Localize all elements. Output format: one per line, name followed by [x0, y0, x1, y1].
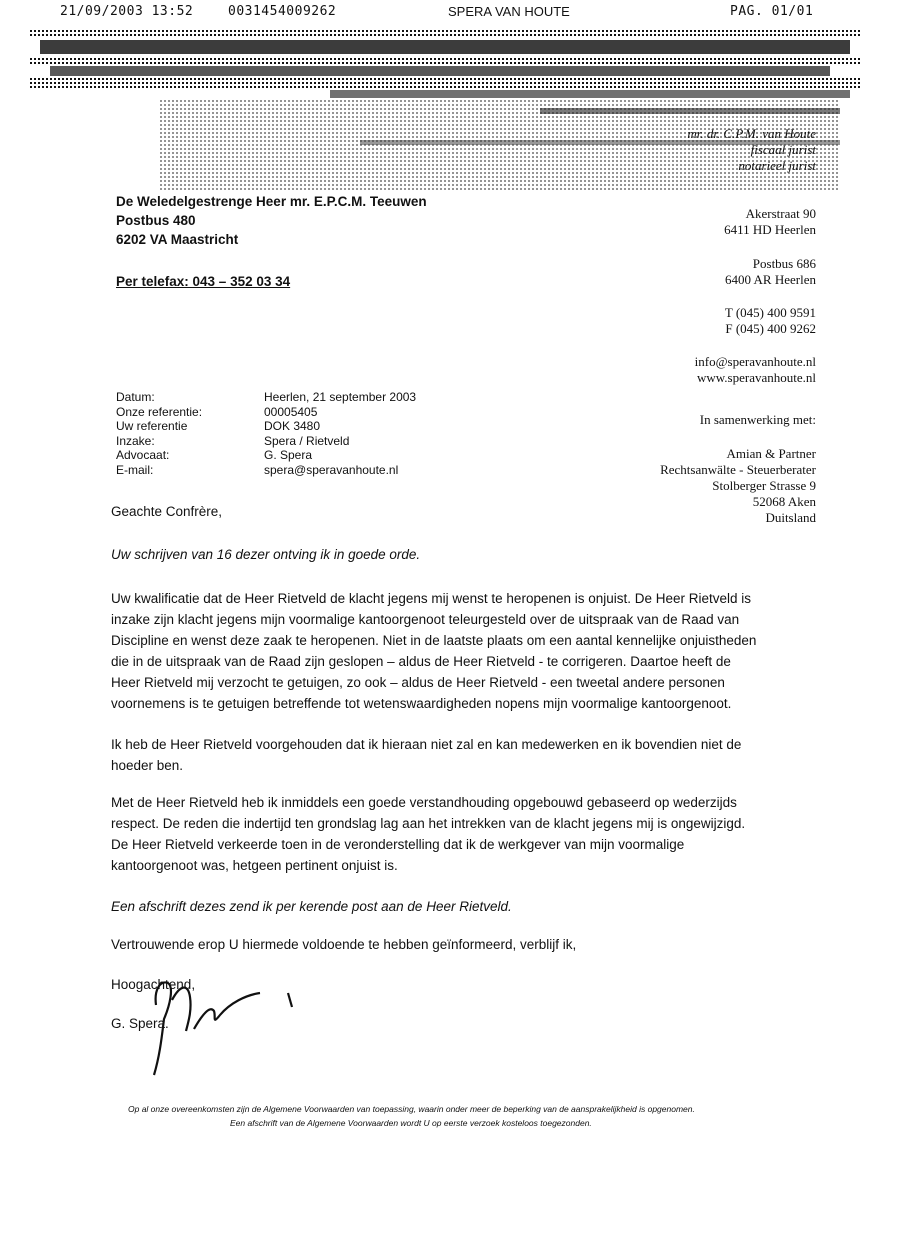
addressee-postbus: Postbus 480 — [116, 213, 196, 228]
fax-datetime: 21/09/2003 13:52 — [60, 4, 194, 19]
paragraph-line: De Heer Rietveld verkeerde toen in de veronderstelling dat ik de werkgever van mijn voormalige — [111, 837, 685, 852]
meta-row — [116, 405, 416, 420]
meta-row — [116, 463, 416, 478]
partner-firm-street: Stolberger Strasse 9 — [712, 478, 816, 493]
cooperation-label: In samenwerking met: — [699, 412, 816, 427]
partner-firm-city: 52068 Aken — [752, 494, 816, 509]
paragraph-line: Heer Rietveld mij verzocht te getuigen, zo ook – aldus de Heer Rietveld - een tweetal andere personen — [111, 675, 725, 690]
paragraph-3 — [111, 734, 801, 776]
fax-number: 0031454009262 — [228, 4, 337, 19]
meta-label: Onze referentie: — [116, 404, 203, 419]
firm-website: www.speravanhoute.nl — [696, 370, 816, 385]
fax-sender: SPERA VAN HOUTE — [448, 4, 570, 19]
meta-row — [116, 419, 416, 434]
firm-email: info@speravanhoute.nl — [694, 354, 816, 369]
meta-label: Datum: — [116, 390, 155, 404]
meta-value: G. Spera — [264, 448, 313, 462]
addressee-name: De Weledelgestrenge Heer mr. E.P.C.M. Teeuwen — [116, 194, 427, 209]
meta-label: Advocaat: — [116, 448, 170, 462]
firm-street: Akerstraat 90 — [745, 206, 816, 221]
meta-row — [116, 448, 416, 463]
firm-cooperation — [700, 412, 816, 428]
firm-phone: T (045) 400 9591 — [724, 305, 816, 320]
fax-number-line: Per telefax: 043 – 352 03 34 — [116, 274, 291, 289]
partner-firm-country: Duitsland — [765, 510, 816, 525]
letter-meta — [116, 390, 416, 477]
meta-value: 00005405 — [264, 404, 318, 419]
firm-postbus — [725, 256, 816, 288]
meta-label: E-mail: — [116, 462, 154, 477]
meta-value: DOK 3480 — [264, 419, 321, 433]
closing: Hoogachtend, — [111, 977, 196, 992]
paragraph-line: Discipline en wenst deze zaak te heropenen. Niet in de laatste plaats om een aantal kennelijke onjuistheden — [111, 633, 757, 648]
footer-terms-copy: Een afschrift van de Algemene Voorwaarden wordt U op eerste verzoek kosteloos toegezonden. — [230, 1118, 592, 1128]
fax-page: PAG. 01/01 — [730, 4, 814, 19]
paragraph-2 — [111, 588, 801, 714]
meta-value: Spera / Rietveld — [264, 433, 350, 448]
salutation: Geachte Confrère, — [111, 504, 223, 519]
paragraph-line: kantoorgenoot was, hetgeen pertinent onjuist is. — [111, 858, 398, 873]
paragraph-line: Met de Heer Rietveld heb ik inmiddels een goede verstandhouding opgebouwd gebaseerd op wederzijds — [111, 795, 737, 810]
meta-label: Inzake: — [116, 433, 155, 448]
firm-postbus-city: 6400 AR Heerlen — [725, 272, 816, 287]
partner-firm-type: Rechtsanwälte - Steuerberater — [660, 462, 816, 477]
paragraph-line: inzake zijn klacht jegens mijn voormalige kantoorgenoot teleurgesteld over de uitspraak van de Raad van — [111, 612, 740, 627]
firm-partners — [687, 126, 816, 174]
addressee-block — [116, 192, 427, 249]
addressee-city: 6202 VA Maastricht — [116, 232, 239, 247]
meta-value: spera@speravanhoute.nl — [264, 462, 399, 477]
meta-label: Uw referentie — [116, 419, 188, 433]
paragraph-line: die in de uitspraak van de Raad zijn geslopen – aldus de Heer Rietveld - te corrigeren. Daartoe heeft de — [111, 654, 731, 669]
scan-noise-pattern — [30, 22, 860, 102]
paragraph-line: respect. De reden die indertijd ten grondslag lag aan het intrekken van de klacht jegens mij is ongewijzigd. — [111, 816, 746, 831]
meta-value: Heerlen, 21 september 2003 — [264, 390, 417, 404]
firm-partner-title-2: notarieel jurist — [738, 158, 816, 173]
paragraph-1: Uw schrijven van 16 dezer ontving ik in goede orde. — [111, 547, 421, 562]
footer-terms: Op al onze overeenkomsten zijn de Algemene Voorwaarden van toepassing, waarin onder meer de beperking van de aansprakelijkheid is opgenomen. — [128, 1104, 695, 1114]
meta-row — [116, 434, 416, 449]
firm-fax: F (045) 400 9262 — [725, 321, 816, 336]
meta-row — [116, 390, 416, 405]
firm-partner-name: mr. dr. C.P.M. van Houte — [687, 126, 816, 141]
scan-noise-band — [30, 22, 860, 102]
firm-online — [695, 354, 816, 386]
firm-contact — [725, 305, 816, 337]
paragraph-4 — [111, 792, 801, 876]
firm-partner-title-1: fiscaal jurist — [750, 142, 816, 157]
signer-name: G. Spera. — [111, 1016, 169, 1031]
partner-firm-name: Amian & Partner — [726, 446, 816, 461]
firm-postbus-number: Postbus 686 — [752, 256, 816, 271]
paragraph-line: Ik heb de Heer Rietveld voorgehouden dat ik hieraan niet zal en kan medewerken en ik bovendien niet de — [111, 737, 742, 752]
firm-address — [724, 206, 816, 238]
paragraph-line: hoeder ben. — [111, 758, 184, 773]
paragraph-6: Vertrouwende erop U hiermede voldoende te hebben geïnformeerd, verblijf ik, — [111, 937, 577, 952]
firm-city: 6411 HD Heerlen — [724, 222, 816, 237]
paragraph-line: voornemens is te getuigen betreffende tot wetenswaardigheden nopens mijn voormalige kantoorgenoot. — [111, 696, 732, 711]
paragraph-5: Een afschrift dezes zend ik per kerende post aan de Heer Rietveld. — [111, 899, 512, 914]
paragraph-line: Uw kwalificatie dat de Heer Rietveld de klacht jegens mij wenst te heropenen is onjuist. De Heer Rietveld is — [111, 591, 752, 606]
